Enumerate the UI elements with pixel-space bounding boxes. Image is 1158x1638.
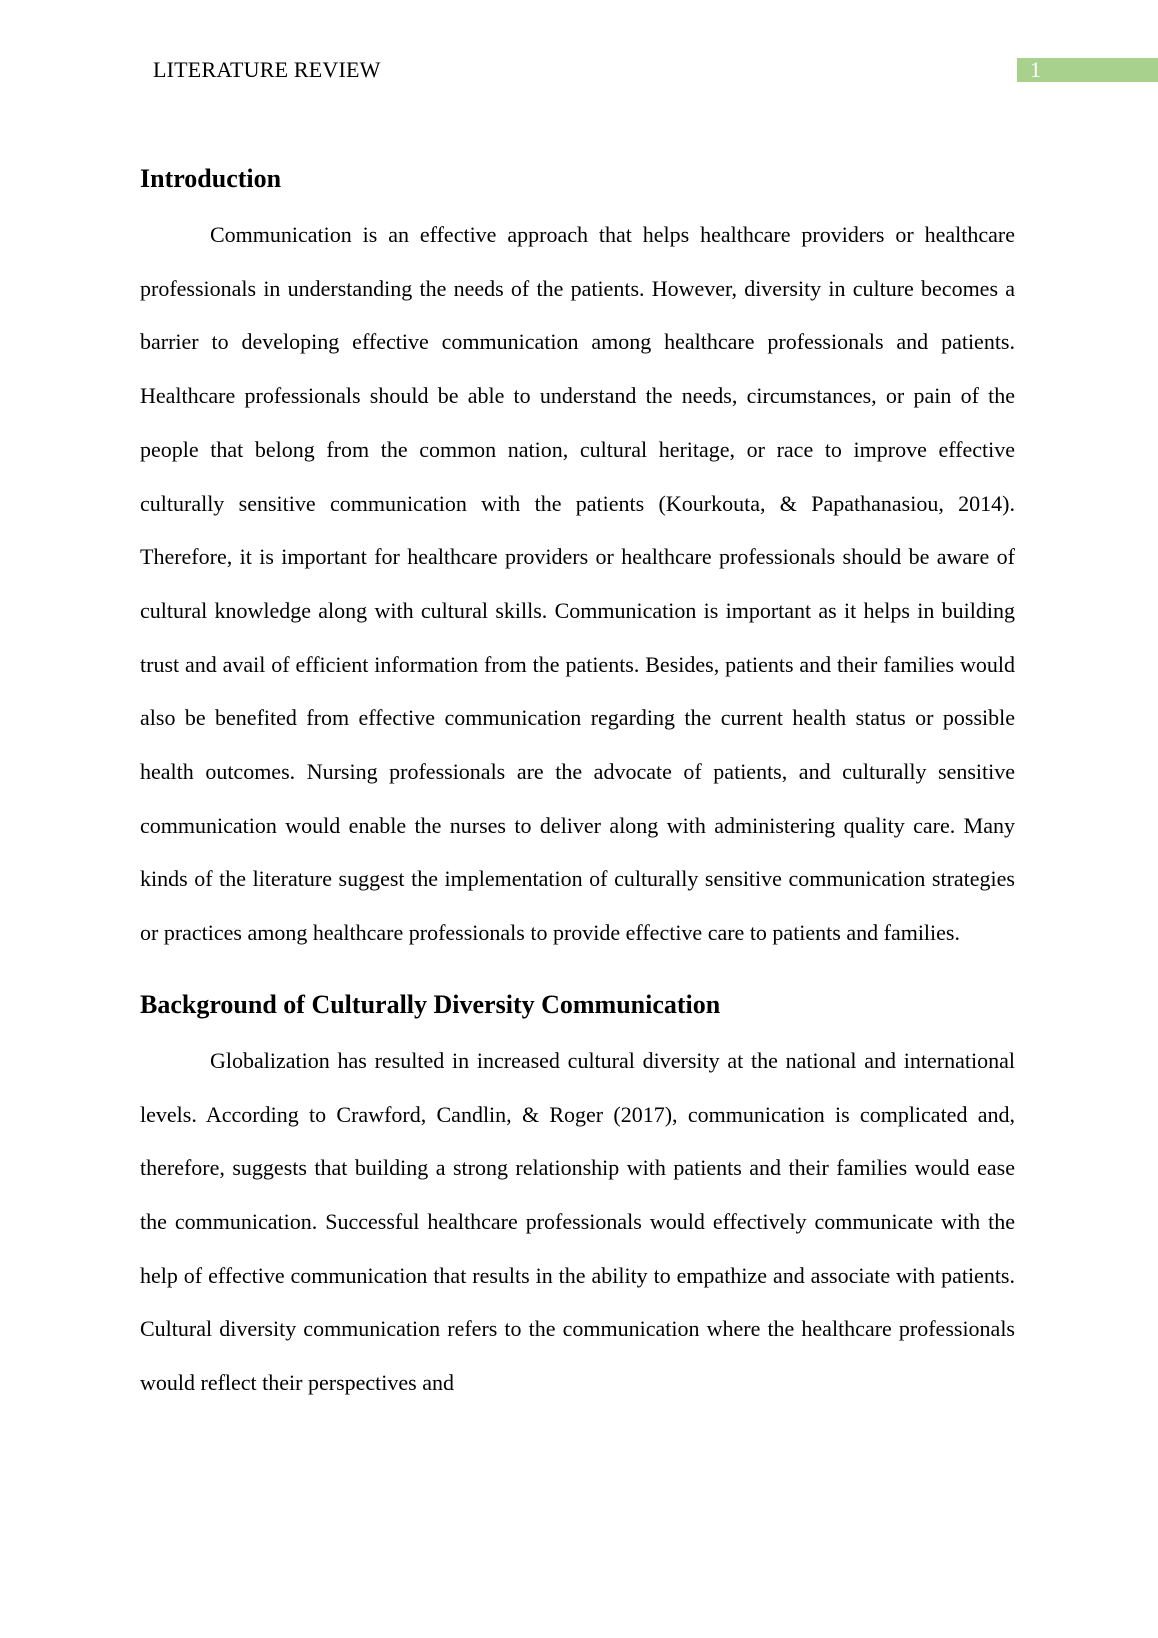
document-body xyxy=(140,156,1015,1410)
section-heading-introduction: Introduction xyxy=(140,164,282,193)
page-number-badge xyxy=(1017,58,1158,82)
running-head: LITERATURE REVIEW xyxy=(153,57,381,82)
background-paragraph: Globalization has resulted in increased cultural diversity at the national and international levels. According to Crawford, Candlin, & Roger (2017), communication is complicated and, therefore, suggests that building a strong relationship with patients and their families would ease the communication. Successful healthcare professionals would effectively communicate with the help of effective communication that results in the ability to empathize and associate with patients. Cultural diversity communication refers to the communication where the healthcare professionals would reflect their perspectives and xyxy=(140,1047,1015,1396)
section-heading-background: Background of Culturally Diversity Communication xyxy=(140,989,721,1019)
introduction-paragraph: Communication is an effective approach that helps healthcare providers or healthcare professionals in understanding the needs of the patients. However, diversity in culture becomes a barrier to developing effective communication among healthcare professionals and patients. Healthcare professionals should be able to understand the needs, circumstances, or pain of the people that belong from the common nation, cultural heritage, or race to improve effective culturally sensitive communication with the patients (Kourkouta, & Papathanasiou, 2014). Therefore, it is important for healthcare providers or healthcare professionals should be aware of cultural knowledge along with cultural skills. Communication is important as it helps in building trust and avail of efficient information from the patients. Besides, patients and their families would also be benefited from effective communication regarding the current health status or possible health outcomes. Nursing professionals are the advocate of patients, and culturally sensitive communication would enable the nurses to deliver along with administering quality care. Many kinds of the literature suggest the implementation of culturally sensitive communication strategies or practices among healthcare professionals to provide effective care to patients and families. xyxy=(140,222,1015,946)
page-number: 1 xyxy=(1030,57,1041,82)
